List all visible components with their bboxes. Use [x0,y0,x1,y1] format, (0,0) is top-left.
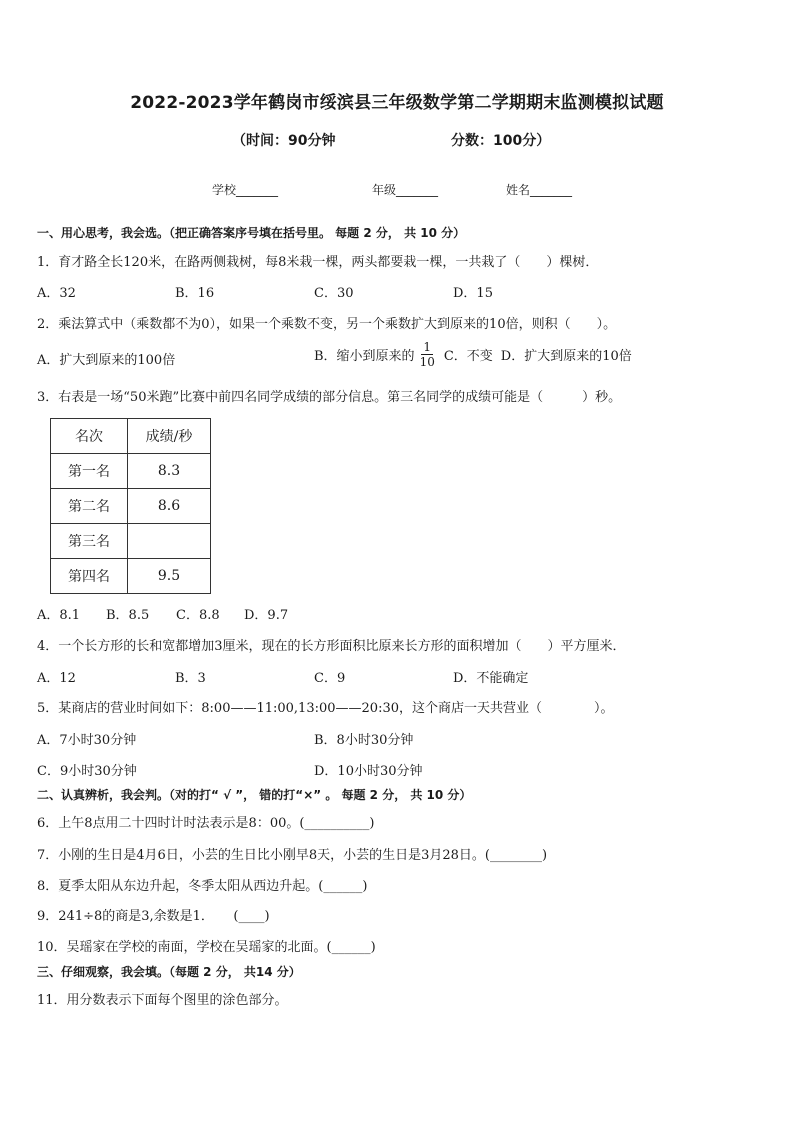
fraction-numerator: 1 [423,340,432,354]
question-10: 10．吴瑶家在学校的南面，学校在吴瑶家的北面。(______) [37,940,376,955]
q5-option-a: A．7小时30分钟 [37,733,137,748]
table-cell-rank: 第三名 [51,524,128,559]
q1-option-c: C．30 [314,286,354,301]
question-6: 6．上午8点用二十四时计时法表示是8：00。(__________) [37,816,375,831]
table-row [51,559,211,594]
school-field: 学校_______ [212,183,279,197]
section-2-heading: 二、认真辨析，我会判。（对的打“ √ ”， 错的打“×” 。 每题 2 分， 共 10 分） [37,788,472,802]
fraction-one-tenth [420,340,435,369]
q3-option-c: C．8.8 [176,608,220,623]
exam-time: （时间：90分钟 [232,133,336,149]
grade-field: 年级_______ [372,183,439,197]
table-cell-score: 8.6 [128,489,211,524]
q2-option-b: B．缩小到原来的 [314,349,415,364]
table-cell-score: 8.3 [128,454,211,489]
q2-option-d: D．扩大到原来的10倍 [500,349,632,364]
question-3: 3．右表是一场“50米跑”比赛中前四名同学成绩的部分信息。第三名同学的成绩可能是（ ）秒。 [37,390,622,405]
exam-score: 分数：100分） [451,133,551,149]
q3-option-b: B．8.5 [106,608,150,623]
score-table [50,418,211,594]
question-4: 4．一个长方形的长和宽都增加3厘米，现在的长方形面积比原来长方形的面积增加（ ）平方厘米． [37,639,626,654]
q4-option-d: D．不能确定 [453,671,529,686]
q5-option-c: C．9小时30分钟 [37,764,137,779]
table-cell-rank: 第四名 [51,559,128,594]
question-8: 8．夏季太阳从东边升起，冬季太阳从西边升起。(______) [37,879,368,894]
question-1: 1．育才路全长120米，在路两侧栽树，每8米栽一棵，两头都要栽一棵，一共栽了（ ）棵树． [37,255,599,270]
table-row [51,524,211,559]
q4-option-b: B．3 [175,671,206,686]
q5-option-b: B．8小时30分钟 [314,733,414,748]
section-3-heading: 三、仔细观察，我会填。（每题 2 分， 共14 分） [37,965,301,979]
q5-option-d: D．10小时30分钟 [314,764,423,779]
section-1-heading: 一、用心思考，我会选。（把正确答案序号填在括号里。 每题 2 分， 共 10 分） [37,226,466,240]
question-5: 5．某商店的营业时间如下：8:00——11:00,13:00——20:30，这个商店一天共营业（ ）。 [37,701,614,716]
q2-option-a: A．扩大到原来的100倍 [37,353,176,368]
q4-option-a: A．12 [37,671,76,686]
question-2: 2．乘法算式中（乘数都不为0），如果一个乘数不变，另一个乘数扩大到原来的10倍，则积（ ）。 [37,317,617,332]
page-title: 2022-2023学年鹤岗市绥滨县三年级数学第二学期期末监测模拟试题 [130,93,664,113]
q1-option-b: B．16 [175,286,215,301]
q2-option-b-group [314,340,632,369]
question-7: 7．小刚的生日是4月6日，小芸的生日比小刚早8天，小芸的生日是3月28日。(________) [37,848,548,863]
fraction-denominator: 10 [419,355,435,369]
table-header-score: 成绩/秒 [128,419,211,454]
q1-option-a: A．32 [37,286,76,301]
table-cell-score [128,524,211,559]
name-field: 姓名_______ [506,183,573,197]
question-9: 9．241÷8的商是3,余数是1． (____) [37,909,270,924]
table-cell-rank: 第二名 [51,489,128,524]
q1-option-d: D．15 [453,286,493,301]
table-cell-rank: 第一名 [51,454,128,489]
table-header-row [51,419,211,454]
question-11: 11．用分数表示下面每个图里的涂色部分。 [37,993,288,1008]
table-header-rank: 名次 [51,419,128,454]
table-row [51,454,211,489]
q3-option-a: A．8.1 [37,608,81,623]
table-row [51,489,211,524]
table-cell-score: 9.5 [128,559,211,594]
q2-option-c: C．不变 [443,349,493,364]
q3-option-d: D．9.7 [244,608,289,623]
q4-option-c: C．9 [314,671,346,686]
